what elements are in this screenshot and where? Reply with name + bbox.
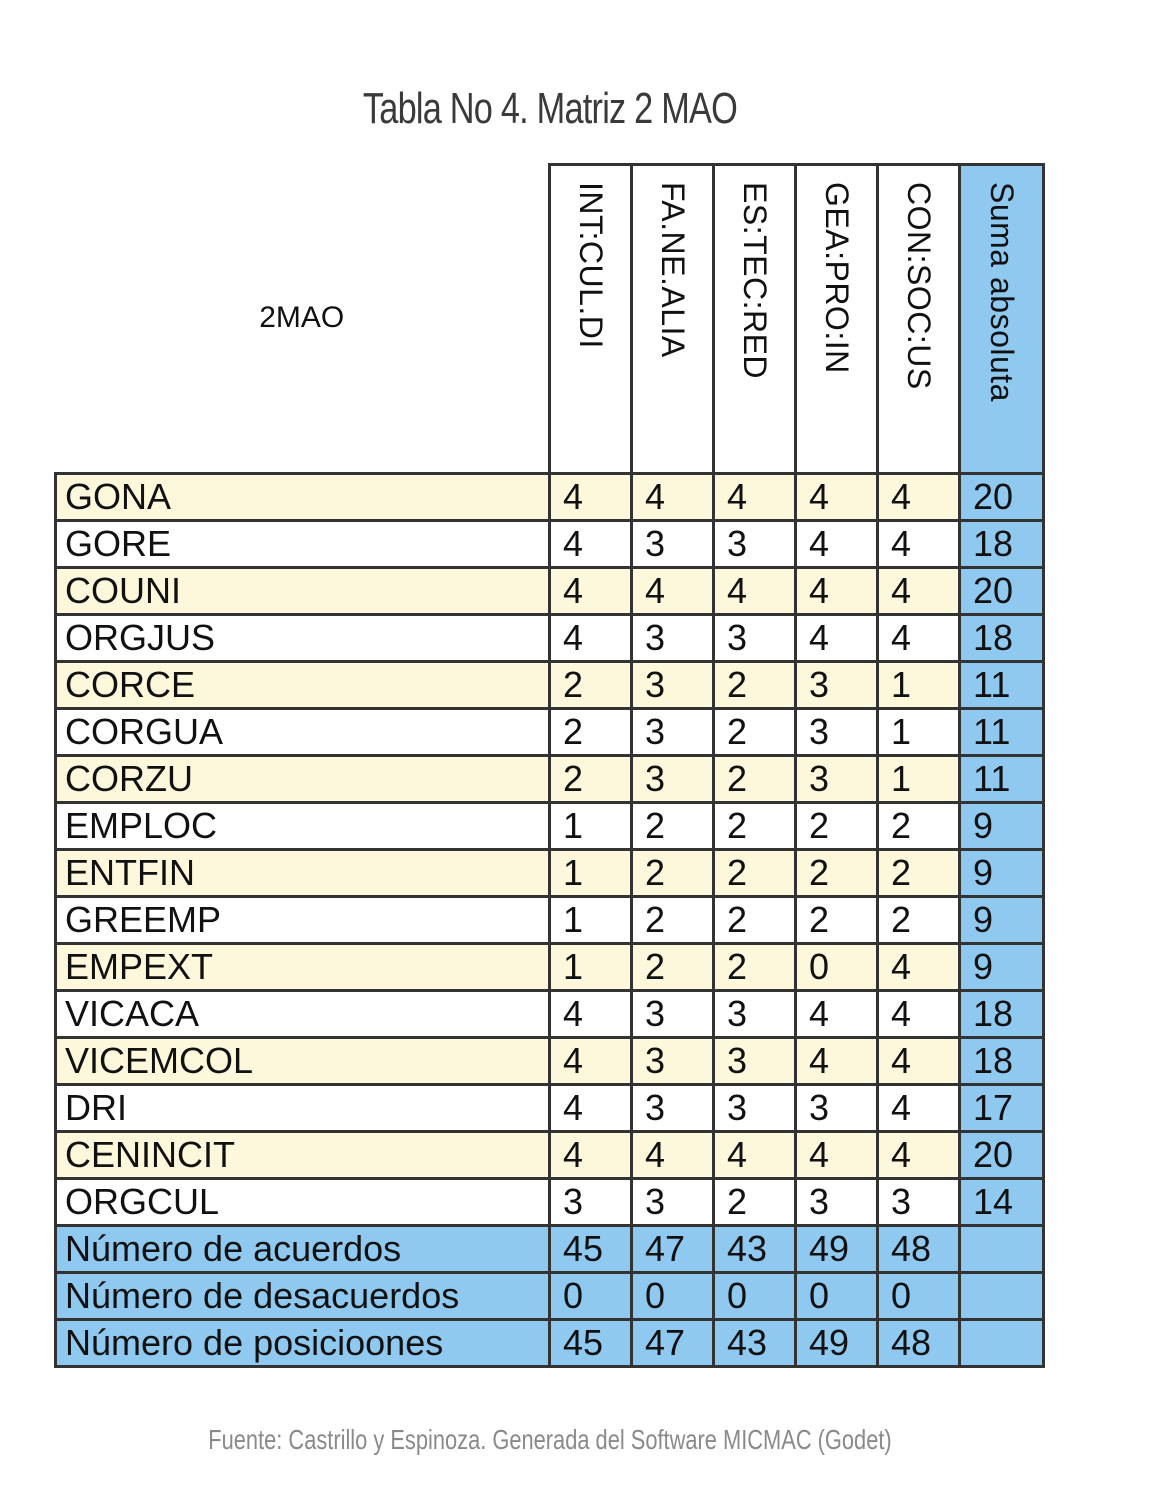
value-cell: 3 [632, 1038, 714, 1085]
value-cell: 2 [714, 803, 796, 850]
row-label: EMPLOC [56, 803, 550, 850]
value-cell: 2 [796, 897, 878, 944]
sum-cell: 9 [960, 944, 1044, 991]
value-cell: 2 [796, 850, 878, 897]
value-cell: 2 [550, 756, 632, 803]
value-cell: 3 [632, 709, 714, 756]
table-row [56, 662, 1044, 709]
summary-value: 0 [714, 1273, 796, 1320]
value-cell: 2 [714, 897, 796, 944]
sum-cell: 9 [960, 850, 1044, 897]
value-cell: 4 [550, 991, 632, 1038]
empty-sum-cell [960, 1226, 1044, 1273]
sum-cell: 18 [960, 615, 1044, 662]
value-cell: 4 [550, 474, 632, 521]
value-cell: 2 [632, 944, 714, 991]
table-row [56, 521, 1044, 568]
summary-value: 49 [796, 1226, 878, 1273]
sum-cell: 9 [960, 803, 1044, 850]
value-cell: 2 [796, 803, 878, 850]
table-row [56, 1038, 1044, 1085]
sum-cell: 11 [960, 756, 1044, 803]
row-label: ORGJUS [56, 615, 550, 662]
value-cell: 2 [878, 897, 960, 944]
value-cell: 1 [878, 756, 960, 803]
summary-value: 0 [796, 1273, 878, 1320]
row-label: COUNI [56, 568, 550, 615]
value-cell: 2 [714, 944, 796, 991]
value-cell: 4 [878, 991, 960, 1038]
row-label: GREEMP [56, 897, 550, 944]
value-cell: 3 [632, 521, 714, 568]
value-cell: 4 [796, 1038, 878, 1085]
column-header-text: CON:SOC:US [901, 182, 937, 390]
table-row [56, 756, 1044, 803]
summary-value: 0 [550, 1273, 632, 1320]
row-label: VICEMCOL [56, 1038, 550, 1085]
table-row [56, 991, 1044, 1038]
value-cell: 3 [714, 521, 796, 568]
value-cell: 4 [714, 1132, 796, 1179]
table-row [56, 803, 1044, 850]
value-cell: 4 [878, 474, 960, 521]
sum-cell: 20 [960, 474, 1044, 521]
value-cell: 4 [550, 615, 632, 662]
value-cell: 3 [796, 1179, 878, 1226]
table-row [56, 1179, 1044, 1226]
value-cell: 2 [714, 709, 796, 756]
column-header [878, 165, 960, 474]
summary-row [56, 1320, 1044, 1367]
row-label: CORGUA [56, 709, 550, 756]
summary-value: 0 [878, 1273, 960, 1320]
value-cell: 3 [796, 756, 878, 803]
summary-label: Número de desacuerdos [56, 1273, 550, 1320]
value-cell: 3 [878, 1179, 960, 1226]
value-cell: 3 [714, 1085, 796, 1132]
value-cell: 4 [796, 568, 878, 615]
corner-label: 2MAO [56, 165, 550, 474]
value-cell: 4 [796, 615, 878, 662]
sum-column-header [960, 165, 1044, 474]
column-header-text: GEA:PRO:IN [819, 182, 855, 374]
column-header-text: INT:CUL.DI [573, 182, 609, 349]
value-cell: 2 [714, 1179, 796, 1226]
row-label: CORCE [56, 662, 550, 709]
value-cell: 3 [796, 709, 878, 756]
value-cell: 0 [796, 944, 878, 991]
source-note: Fuente: Castrillo y Espinoza. Generada del Software MICMAC (Godet) [208, 1424, 892, 1455]
value-cell: 2 [632, 897, 714, 944]
table-row [56, 1132, 1044, 1179]
value-cell: 3 [632, 1179, 714, 1226]
value-cell: 3 [632, 1085, 714, 1132]
sum-cell: 18 [960, 521, 1044, 568]
value-cell: 3 [796, 1085, 878, 1132]
value-cell: 2 [878, 850, 960, 897]
value-cell: 3 [714, 991, 796, 1038]
summary-value: 48 [878, 1320, 960, 1367]
row-label: GONA [56, 474, 550, 521]
value-cell: 4 [632, 568, 714, 615]
value-cell: 2 [878, 803, 960, 850]
summary-value: 0 [632, 1273, 714, 1320]
value-cell: 4 [796, 521, 878, 568]
value-cell: 2 [714, 850, 796, 897]
summary-value: 47 [632, 1226, 714, 1273]
value-cell: 4 [878, 615, 960, 662]
sum-cell: 11 [960, 709, 1044, 756]
value-cell: 2 [550, 709, 632, 756]
summary-value: 49 [796, 1320, 878, 1367]
summary-value: 45 [550, 1320, 632, 1367]
sum-cell: 18 [960, 1038, 1044, 1085]
value-cell: 1 [550, 944, 632, 991]
value-cell: 4 [878, 1038, 960, 1085]
column-header-row [56, 165, 1044, 474]
value-cell: 4 [550, 521, 632, 568]
sum-cell: 9 [960, 897, 1044, 944]
value-cell: 4 [550, 1085, 632, 1132]
value-cell: 4 [796, 474, 878, 521]
sum-cell: 18 [960, 991, 1044, 1038]
summary-row [56, 1273, 1044, 1320]
empty-sum-cell [960, 1273, 1044, 1320]
table-row [56, 709, 1044, 756]
column-header [714, 165, 796, 474]
value-cell: 3 [550, 1179, 632, 1226]
column-header [632, 165, 714, 474]
summary-value: 48 [878, 1226, 960, 1273]
table-row [56, 944, 1044, 991]
sum-cell: 20 [960, 568, 1044, 615]
value-cell: 3 [632, 662, 714, 709]
row-label: ENTFIN [56, 850, 550, 897]
summary-label: Número de acuerdos [56, 1226, 550, 1273]
value-cell: 4 [878, 1132, 960, 1179]
sum-cell: 17 [960, 1085, 1044, 1132]
value-cell: 1 [878, 662, 960, 709]
row-label: GORE [56, 521, 550, 568]
table-row [56, 897, 1044, 944]
row-label: DRI [56, 1085, 550, 1132]
value-cell: 4 [550, 1132, 632, 1179]
table-title: Tabla No 4. Matriz 2 MAO [362, 84, 738, 133]
matrix-table [54, 163, 1045, 1368]
value-cell: 1 [550, 850, 632, 897]
value-cell: 4 [550, 568, 632, 615]
value-cell: 3 [714, 1038, 796, 1085]
value-cell: 4 [878, 1085, 960, 1132]
summary-value: 43 [714, 1320, 796, 1367]
value-cell: 1 [550, 803, 632, 850]
value-cell: 2 [632, 850, 714, 897]
row-label: EMPEXT [56, 944, 550, 991]
row-label: VICACA [56, 991, 550, 1038]
value-cell: 3 [632, 756, 714, 803]
value-cell: 4 [878, 944, 960, 991]
table-row [56, 568, 1044, 615]
value-cell: 2 [714, 756, 796, 803]
table-row [56, 850, 1044, 897]
table-row [56, 474, 1044, 521]
table-row [56, 615, 1044, 662]
row-label: ORGCUL [56, 1179, 550, 1226]
row-label: CORZU [56, 756, 550, 803]
value-cell: 4 [632, 474, 714, 521]
summary-label: Número de posicioones [56, 1320, 550, 1367]
value-cell: 4 [878, 521, 960, 568]
sum-cell: 11 [960, 662, 1044, 709]
value-cell: 4 [714, 474, 796, 521]
value-cell: 4 [550, 1038, 632, 1085]
column-header-text: FA.NE.ALIA [655, 182, 691, 358]
value-cell: 1 [878, 709, 960, 756]
table-row [56, 1085, 1044, 1132]
column-header [796, 165, 878, 474]
value-cell: 4 [714, 568, 796, 615]
value-cell: 4 [878, 568, 960, 615]
summary-value: 45 [550, 1226, 632, 1273]
value-cell: 2 [714, 662, 796, 709]
value-cell: 1 [550, 897, 632, 944]
column-header-text: ES:TEC:RED [737, 182, 773, 380]
summary-value: 43 [714, 1226, 796, 1273]
value-cell: 3 [632, 991, 714, 1038]
value-cell: 3 [796, 662, 878, 709]
value-cell: 4 [796, 991, 878, 1038]
value-cell: 3 [714, 615, 796, 662]
column-header [550, 165, 632, 474]
value-cell: 4 [796, 1132, 878, 1179]
sum-cell: 20 [960, 1132, 1044, 1179]
value-cell: 3 [632, 615, 714, 662]
summary-row [56, 1226, 1044, 1273]
value-cell: 4 [632, 1132, 714, 1179]
value-cell: 2 [550, 662, 632, 709]
sum-cell: 14 [960, 1179, 1044, 1226]
column-header-text: Suma absoluta [984, 182, 1020, 402]
empty-sum-cell [960, 1320, 1044, 1367]
row-label: CENINCIT [56, 1132, 550, 1179]
value-cell: 2 [632, 803, 714, 850]
summary-value: 47 [632, 1320, 714, 1367]
